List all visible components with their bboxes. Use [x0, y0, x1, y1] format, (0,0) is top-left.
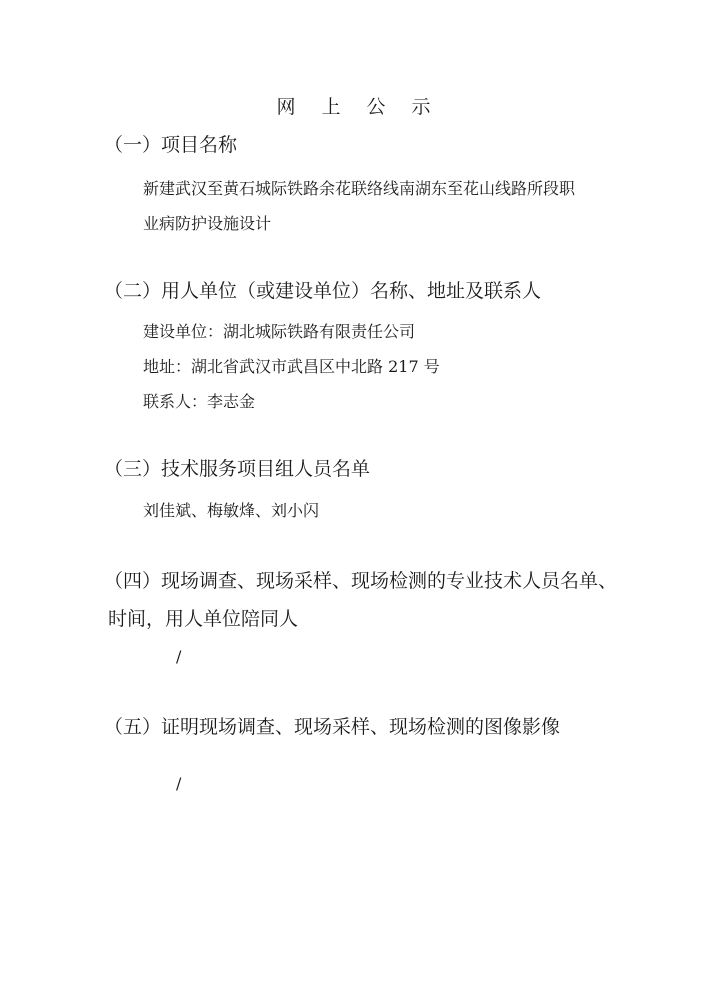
page-title: 网 上 公 示: [276, 96, 441, 118]
section-4-heading-line-1: （四）现场调查、现场采样、现场检测的专业技术人员名单、: [104, 570, 618, 592]
construction-unit: 建设单位：湖北城际铁路有限责任公司: [143, 322, 416, 341]
contact-person: 联系人：李志金: [143, 392, 256, 411]
address: 地址：湖北省武汉市武昌区中北路 217 号: [143, 357, 440, 376]
section-4-value: /: [176, 647, 182, 666]
section-1-heading: （一）项目名称: [104, 134, 238, 156]
section-4-heading-line-2: 时间，用人单位陪同人: [108, 608, 299, 630]
project-name-line-2: 业病防护设施设计: [143, 214, 272, 233]
section-3-heading: （三）技术服务项目组人员名单: [104, 458, 371, 480]
section-5-value: /: [176, 774, 182, 793]
section-2-heading: （二）用人单位（或建设单位）名称、地址及联系人: [104, 280, 542, 302]
project-name-line-1: 新建武汉至黄石城际铁路余花联络线南湖东至花山线路所段职: [143, 179, 576, 198]
section-5-heading: （五）证明现场调查、现场采样、现场检测的图像影像: [104, 716, 561, 738]
team-members: 刘佳斌、梅敏烽、刘小闪: [143, 501, 320, 520]
